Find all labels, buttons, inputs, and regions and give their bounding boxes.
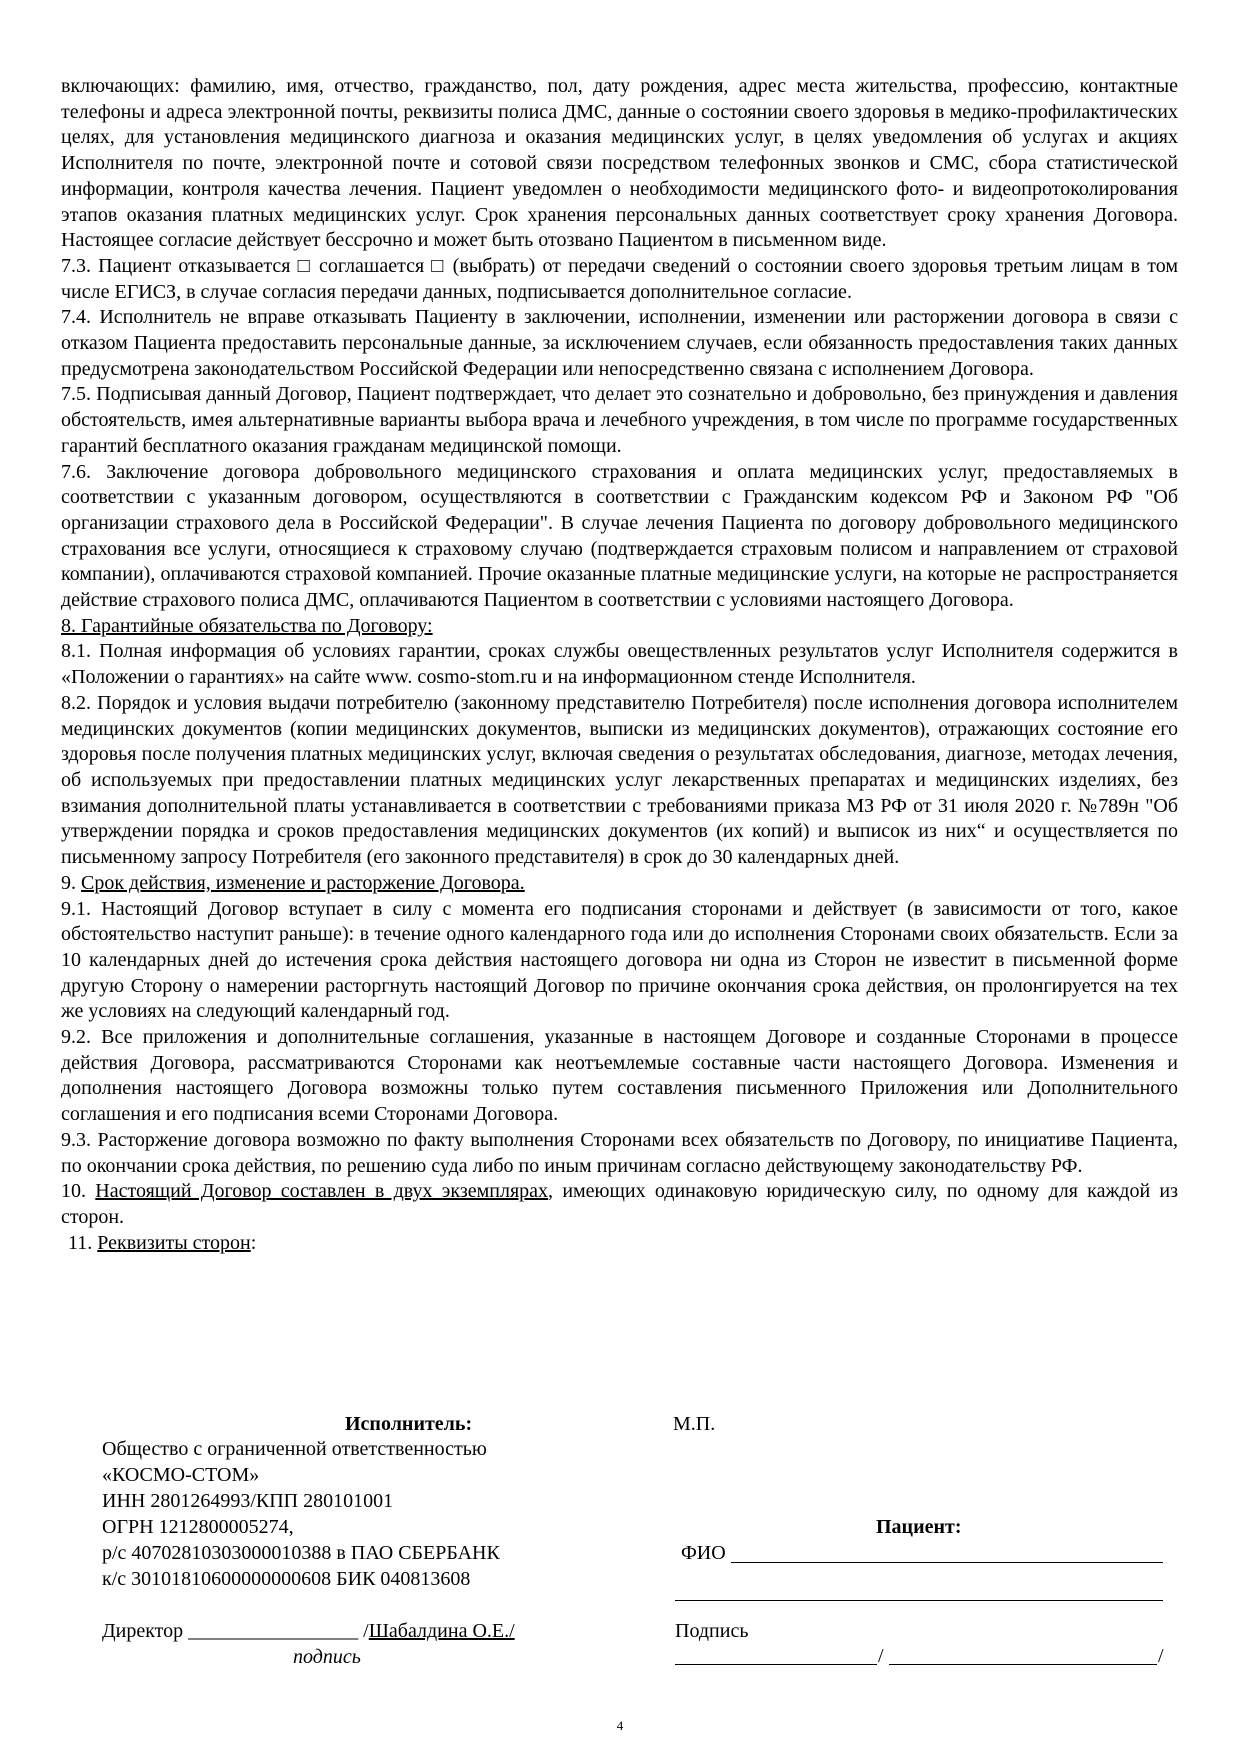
section-9-heading: [61, 871, 1178, 897]
executor-line: Общество с ограниченной ответственностью: [102, 1438, 487, 1460]
patient-fio-label: ФИО: [681, 1542, 726, 1564]
patient-signature-label: Подпись: [675, 1620, 749, 1642]
patient-signature-end: /: [1158, 1645, 1164, 1667]
paragraph-7-4: 7.4. Исполнитель не вправе отказывать Пациенту в заключении, исполнении, изменении или расторжении договора в связи с отказом Пациента предоставить персональные данные, за исключением случаев, если обязанность предоставления таких данных предусмотрена законодательством Российской Федерации или непосредственно связана с исполнением Договора.: [61, 306, 1178, 380]
executor-title: Исполнитель:: [345, 1413, 473, 1435]
director-separator: /: [358, 1620, 369, 1642]
executor-line: ОГРН 1212800005274,: [102, 1516, 294, 1538]
paragraph-10: [61, 1179, 1178, 1230]
patient-fio-field-line2[interactable]: [675, 1600, 1163, 1601]
section-10-rest: , имеющих одинаковую юридическую силу, по одному для каждой из сторон.: [61, 1180, 1179, 1228]
patient-signature-field[interactable]: [675, 1664, 877, 1665]
patient-fio-field[interactable]: [731, 1562, 1163, 1563]
section-8-heading: 8. Гарантийные обязательства по Договору:: [61, 614, 433, 637]
director-signature-blank[interactable]: _________________: [188, 1620, 359, 1642]
paragraph-7-2-cont: включающих: фамилию, имя, отчество, гражданство, пол, дату рождения, адрес места жительства, профессию, контактные телефоны и адреса электронной почты, реквизиты полиса ДМС, данные о состоянии своего здоровья в медико-профилактических целях, для установления медицинского диагноза и оказания медицинских услуг, в целях уведомления об услугах и акциях Исполнителя по почте, электронной почте и сотовой связи посредством телефонных звонков и СМС, сбора статистической информации, контроля качества лечения. Пациент уведомлен о необходимости медицинского фото- и видеопротоколирования этапов оказания платных медицинских услуг. Срок хранения персональных данных соответствует сроку хранения Договора. Настоящее согласие действует бессрочно и может быть отозвано Пациентом в письменном виде.: [61, 75, 1178, 252]
paragraph-8-1: 8.1. Полная информация об условиях гарантии, сроках службы овеществленных результатов услуг Исполнителя содержится в «Положении о гарантиях» на сайте www. cosmo-stom.ru и на информационном стенде Исполнителя.: [61, 640, 1178, 689]
paragraph-7-6: 7.6. Заключение договора добровольного медицинского страхования и оплата медицинских услуг, предоставляемых в соответствии с указанным договором, осуществляются в соответствии с Гражданским кодексом РФ и Законом РФ "Об организации страхового дела в Российской Федерации". В случае лечения Пациента по договору добровольного медицинского страхования все услуги, относящиеся к страховому случаю (подтверждается страховым полисом и направлением от страховой компании), оплачиваются страховой компанией. Прочие оказанные платные медицинские услуги, на которые не распространяется действие страхового полиса ДМС, оплачиваются Пациентом в соответствии с условиями настоящего Договора.: [61, 460, 1178, 612]
director-label: Директор: [102, 1620, 189, 1642]
section-10-number: 10.: [61, 1180, 96, 1203]
executor-line: к/с 30101810600000000608 БИК 040813608: [102, 1568, 471, 1590]
stamp-label: М.П.: [673, 1413, 716, 1435]
paragraph-9-3: 9.3. Расторжение договора возможно по факту выполнения Сторонами всех обязательств по Договору, по инициативе Пациента, по окончании срока действия, по решению суда либо по иным причинам согласно действующему законодательству РФ.: [61, 1128, 1178, 1177]
signature-caption: подпись: [293, 1646, 361, 1668]
section-10-underlined: Настоящий Договор составлен в двух экземплярах: [95, 1180, 549, 1203]
paragraph-8-2: 8.2. Порядок и условия выдачи потребителю (законному представителю Потребителя) после исполнения договора исполнителем медицинских документов (копии медицинских документов, выписки из медицинских документов), отражающих состояние его здоровья после получения платных медицинских услуг, включая сведения о результатах обследования, диагнозе, методах лечения, об используемых при предоставлении платных медицинских услуг лекарственных препаратах и медицинских изделиях, без взимания дополнительной платы устанавливается в соответствии с требованиями приказа МЗ РФ от 31 июля 2020 г. №789н "Об утверждении порядка и сроков предоставления медицинских документов (их копий) и выписок из них“ и осуществляется по письменному запросу Потребителя (его законного представителя) в срок до 30 календарных дней.: [61, 691, 1178, 869]
section-9-title: Срок действия, изменение и расторжение Договора.: [81, 871, 525, 894]
paragraph-9-2: 9.2. Все приложения и дополнительные соглашения, указанные в настоящем Договоре и созданные Сторонами в процессе действия Договора, рассматриваются Сторонами как неотъемлемые составные части настоящего Договора. Изменения и дополнения настоящего Договора возможны только путем составления письменного Приложения или Дополнительного соглашения и его подписания всеми Сторонами Договора.: [61, 1026, 1178, 1126]
page-number: 4: [616, 1718, 624, 1733]
executor-line: р/с 40702810303000010388 в ПАО СБЕРБАНК: [102, 1542, 500, 1564]
patient-title: Пациент:: [876, 1516, 962, 1538]
executor-line: «КОСМО-СТОМ»: [102, 1464, 260, 1486]
paragraph-9-1: 9.1. Настоящий Договор вступает в силу с момента его подписания сторонами и действует (в зависимости от того, какое обстоятельство наступит раньше): в течение одного календарного года или до исполнения Сторонами своих обязательств. Если за 10 календарных дней до истечения срока действия настоящего договора ни одна из Сторон не известит в письменной форме другую Сторону о намерении расторгнуть настоящий Договор по причине окончания срока действия, он пролонгируется на тех же условиях на следующий календарный год.: [61, 897, 1178, 1023]
section-11-title: Реквизиты сторон: [97, 1231, 251, 1254]
section-11-number: 11.: [68, 1231, 98, 1254]
section-9-number: 9.: [61, 871, 81, 894]
paragraph-7-5: 7.5. Подписывая данный Договор, Пациент подтверждает, что делает это сознательно и добровольно, без принуждения и давления обстоятельств, имея альтернативные варианты выбора врача и лечебного учреждения, в том числе по программе государственных гарантий бесплатного оказания гражданам медицинской помощи.: [61, 383, 1178, 457]
paragraph-7-3: 7.3. Пациент отказывается □ соглашается □ (выбрать) от передачи сведений о состоянии своего здоровья третьим лицам в том числе ЕГИСЗ, в случае согласия передачи данных, подписывается дополнительное согласие.: [61, 254, 1178, 303]
section-11-colon: :: [250, 1231, 257, 1254]
patient-signature-separator: /: [878, 1645, 884, 1667]
director-signature-line: [102, 1619, 515, 1643]
executor-line: ИНН 2801264993/КПП 280101001: [102, 1490, 394, 1512]
director-name: Шабалдина О.Е./: [368, 1620, 515, 1642]
section-11-heading: [61, 1231, 1178, 1257]
document-body: [61, 74, 1178, 1256]
patient-name-field[interactable]: [889, 1664, 1157, 1665]
